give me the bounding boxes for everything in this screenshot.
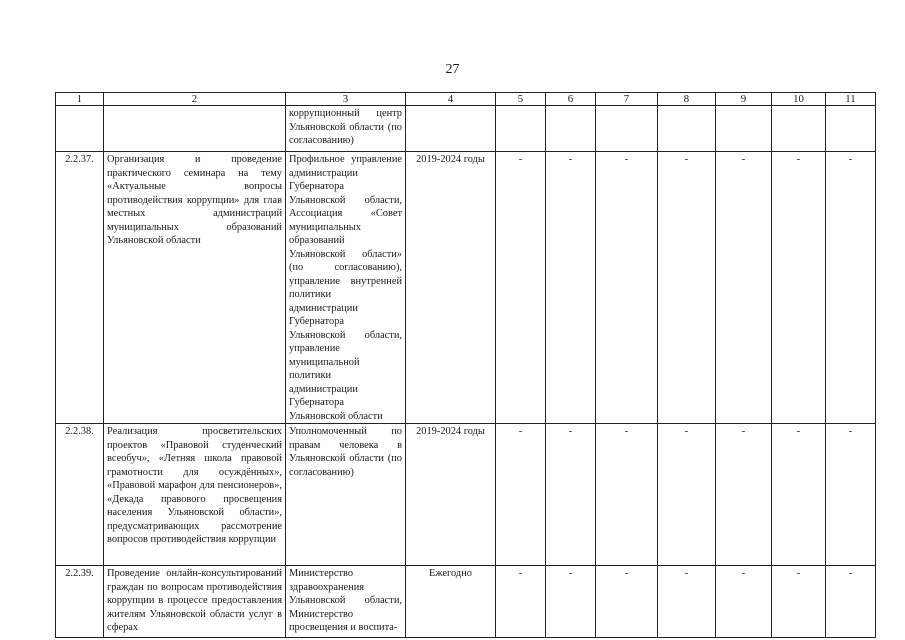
row-number: 2.2.38.: [56, 424, 104, 566]
row-cell: -: [546, 152, 596, 424]
row-cell: -: [658, 566, 716, 638]
row-responsible: Министерство здравоохранения Ульяновской области, Министерство просвещения и воспита-: [286, 566, 406, 638]
row-cell: -: [596, 152, 658, 424]
row-cell: [826, 106, 876, 152]
column-header: 2: [104, 93, 286, 106]
row-cell: -: [772, 566, 826, 638]
row-cell: -: [496, 152, 546, 424]
row-number: [56, 106, 104, 152]
row-cell: -: [772, 152, 826, 424]
row-cell: [658, 106, 716, 152]
row-description: [104, 106, 286, 152]
row-description: Проведение онлайн-консультирований граждан по вопросам противодействия коррупции в процессе предоставления жителям Ульяновской области услуг в сферах: [104, 566, 286, 638]
table-row: [56, 424, 876, 566]
table-row: [56, 106, 876, 152]
row-number: 2.2.37.: [56, 152, 104, 424]
column-header: 8: [658, 93, 716, 106]
table-row: [56, 566, 876, 638]
row-period: 2019-2024 годы: [406, 424, 496, 566]
measures-table: [55, 92, 876, 638]
table-row: [56, 152, 876, 424]
row-description: Реализация просветительских проектов «Правовой студенческий всеобуч», «Летняя школа правовой грамотности для осуждённых», «Правовой марафон для пенсионеров», «Декада правового просвещения населения Ульяновской области», предусматривающих рассмотрение вопросов противодействия коррупции: [104, 424, 286, 566]
row-cell: [546, 106, 596, 152]
row-cell: -: [772, 424, 826, 566]
header-row: [56, 93, 876, 106]
row-cell: [716, 106, 772, 152]
column-header: 11: [826, 93, 876, 106]
row-responsible: коррупционный центр Ульяновской области (по согласованию): [286, 106, 406, 152]
column-header: 4: [406, 93, 496, 106]
row-cell: -: [496, 424, 546, 566]
row-period: Ежегодно: [406, 566, 496, 638]
row-cell: -: [716, 152, 772, 424]
row-responsible: Уполномоченный по правам человека в Ульяновской области (по согласованию): [286, 424, 406, 566]
row-cell: -: [596, 424, 658, 566]
column-header: 9: [716, 93, 772, 106]
column-header: 10: [772, 93, 826, 106]
row-description: Организация и проведение практического семинара на тему «Актуальные вопросы противодействия коррупции» для глав местных администраций муниципальных образований Ульяновской области: [104, 152, 286, 424]
row-cell: -: [596, 566, 658, 638]
row-cell: -: [658, 152, 716, 424]
row-cell: -: [826, 152, 876, 424]
row-number: 2.2.39.: [56, 566, 104, 638]
row-responsible: Профильное управление администрации Губернатора Ульяновской области, Ассоциация «Совет муниципальных образований Ульяновской области» (по согласованию), управление внутренней политики администрации Губернатора Ульяновской области, управление муниципальной политики администрации Губернатора Ульяновской области: [286, 152, 406, 424]
row-cell: -: [826, 424, 876, 566]
column-header: 1: [56, 93, 104, 106]
row-period: [406, 106, 496, 152]
column-header: 7: [596, 93, 658, 106]
row-cell: -: [546, 424, 596, 566]
row-cell: [496, 106, 546, 152]
row-cell: -: [546, 566, 596, 638]
row-cell: [596, 106, 658, 152]
column-header: 5: [496, 93, 546, 106]
row-period: 2019-2024 годы: [406, 152, 496, 424]
row-cell: -: [826, 566, 876, 638]
row-cell: -: [716, 424, 772, 566]
column-header: 3: [286, 93, 406, 106]
row-cell: [772, 106, 826, 152]
row-cell: -: [496, 566, 546, 638]
row-cell: -: [716, 566, 772, 638]
page-number: 27: [445, 62, 460, 77]
column-header: 6: [546, 93, 596, 106]
row-cell: -: [658, 424, 716, 566]
